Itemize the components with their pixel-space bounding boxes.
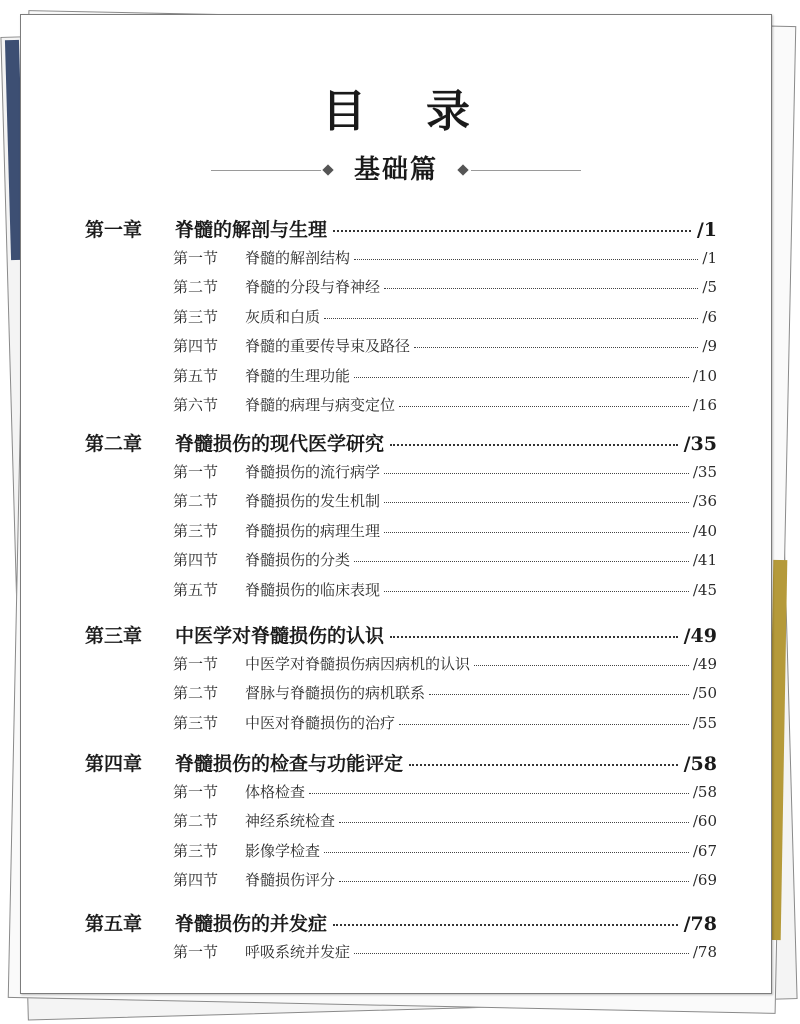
section-title: 脊髓的病理与病变定位 (245, 396, 396, 414)
section-number: 第一节 (173, 943, 219, 961)
section-title: 脊髓损伤的病理生理 (245, 521, 381, 540)
section-number: 第二节 (173, 278, 219, 297)
toc-section-row[interactable] (173, 461, 717, 483)
section-page: /58 (692, 783, 717, 801)
section-number: 第四节 (173, 551, 219, 570)
toc-section-row[interactable] (173, 306, 717, 328)
section-page: /69 (692, 871, 717, 890)
toc-chapter-row[interactable] (85, 749, 717, 777)
section-title: 呼吸系统并发症 (245, 943, 351, 961)
toc-section-row[interactable] (173, 869, 717, 891)
chapter-number: 第四章 (85, 753, 143, 775)
section-page: /5 (702, 278, 717, 297)
dot-leader (429, 694, 689, 695)
section-page: /9 (702, 337, 717, 356)
dot-leader (390, 444, 678, 446)
section-page: /40 (692, 521, 717, 540)
section-title: 体格检查 (245, 783, 306, 801)
chapter-page: /35 (683, 433, 717, 455)
section-title: 脊髓损伤评分 (245, 871, 336, 890)
section-title: 中医对脊髓损伤的治疗 (245, 713, 396, 732)
section-page: /45 (692, 580, 717, 599)
toc-section-row[interactable] (173, 810, 717, 832)
section-page: /36 (692, 492, 717, 511)
toc-section-row[interactable] (173, 653, 717, 675)
toc-section-row[interactable] (173, 840, 717, 862)
section-page: /1 (702, 249, 717, 267)
toc-section-row[interactable] (173, 579, 717, 601)
section-title: 脊髓损伤的流行病学 (245, 463, 381, 481)
toc-section-row[interactable] (173, 335, 717, 357)
dot-leader (339, 822, 689, 823)
dot-leader (354, 259, 698, 260)
section-page: /6 (702, 307, 717, 326)
title-char-2: 录 (426, 86, 470, 137)
dot-leader (414, 347, 698, 348)
dot-leader (309, 793, 689, 794)
section-number: 第二节 (173, 492, 219, 511)
section-number: 第三节 (173, 713, 219, 732)
chapter-title: 脊髓损伤的现代医学研究 (175, 433, 385, 455)
dot-leader (354, 953, 689, 954)
dot-leader (384, 502, 689, 503)
chapter-title: 脊髓损伤的并发症 (175, 913, 328, 935)
toc-page (20, 14, 772, 994)
dot-leader (354, 377, 689, 378)
diamond-right-icon (457, 164, 468, 175)
section-title: 灰质和白质 (245, 307, 321, 326)
section-number: 第六节 (173, 396, 219, 414)
section-number: 第二节 (173, 684, 219, 703)
section-page: /16 (692, 396, 717, 414)
section-page: /55 (692, 713, 717, 732)
toc-section-row[interactable] (173, 520, 717, 542)
chapter-page: /78 (683, 913, 717, 935)
chapter-page: /1 (696, 219, 717, 241)
section-page: /78 (692, 943, 717, 961)
toc-section-row[interactable] (173, 365, 717, 387)
section-title: 神经系统检查 (245, 812, 336, 831)
chapter-number: 第三章 (85, 625, 143, 647)
section-number: 第三节 (173, 521, 219, 540)
dot-leader (333, 230, 691, 232)
dot-leader (399, 406, 689, 407)
section-number: 第一节 (173, 783, 219, 801)
toc-section-row[interactable] (173, 549, 717, 571)
toc-chapter-row[interactable] (85, 429, 717, 457)
toc-section-row[interactable] (173, 781, 717, 803)
section-page: /67 (692, 841, 717, 860)
section-title: 脊髓损伤的发生机制 (245, 492, 381, 511)
dot-leader (354, 561, 689, 562)
chapter-title: 脊髓的解剖与生理 (175, 219, 328, 241)
chapter-number: 第二章 (85, 433, 143, 455)
divider-right (471, 170, 581, 171)
chapter-page: /49 (683, 625, 717, 647)
dot-leader (333, 924, 678, 926)
section-title: 脊髓损伤的分类 (245, 551, 351, 570)
page-title (21, 75, 771, 139)
section-page: /10 (692, 366, 717, 385)
dot-leader (384, 473, 689, 474)
section-page: /35 (692, 463, 717, 481)
section-title: 中医学对脊髓损伤病因病机的认识 (245, 655, 471, 673)
section-number: 第一节 (173, 655, 219, 673)
toc-chapter-row[interactable] (85, 909, 717, 937)
toc-chapter-row[interactable] (85, 215, 717, 243)
dot-leader (399, 724, 689, 725)
chapter-title: 中医学对脊髓损伤的认识 (175, 625, 385, 647)
section-number: 第四节 (173, 871, 219, 890)
section-page: /49 (692, 655, 717, 673)
toc-section-row[interactable] (173, 247, 717, 269)
dot-leader (384, 591, 689, 592)
chapter-title: 脊髓损伤的检查与功能评定 (175, 753, 404, 775)
section-number: 第五节 (173, 366, 219, 385)
dot-leader (390, 636, 678, 638)
section-page: /41 (692, 551, 717, 570)
toc-section-row[interactable] (173, 394, 717, 416)
chapter-number: 第一章 (85, 219, 143, 241)
section-page: /60 (692, 812, 717, 831)
dot-leader (409, 764, 678, 766)
toc-chapter-row[interactable] (85, 621, 717, 649)
divider-left (211, 170, 321, 171)
dot-leader (474, 665, 689, 666)
section-number: 第二节 (173, 812, 219, 831)
chapter-number: 第五章 (85, 913, 143, 935)
toc-section-row[interactable] (173, 712, 717, 734)
toc-section-row[interactable] (173, 682, 717, 704)
dot-leader (339, 881, 689, 882)
section-title: 脊髓的重要传导束及路径 (245, 337, 411, 356)
section-page: /50 (692, 684, 717, 703)
section-number: 第一节 (173, 249, 219, 267)
section-title: 影像学检查 (245, 841, 321, 860)
dot-leader (324, 318, 698, 319)
toc-section-row[interactable] (173, 276, 717, 298)
chapter-page: /58 (683, 753, 717, 775)
diamond-left-icon (322, 164, 333, 175)
toc-section-row[interactable] (173, 941, 717, 963)
toc-section-row[interactable] (173, 490, 717, 512)
section-label: 基础篇 (353, 155, 438, 185)
section-title: 脊髓的解剖结构 (245, 249, 351, 267)
dot-leader (384, 532, 689, 533)
section-title: 督脉与脊髓损伤的病机联系 (245, 684, 426, 703)
dot-leader (384, 288, 698, 289)
title-char-1: 目 (322, 86, 366, 137)
dot-leader (324, 852, 689, 853)
section-number: 第三节 (173, 307, 219, 326)
section-title: 脊髓的生理功能 (245, 366, 351, 385)
section-number: 第五节 (173, 580, 219, 599)
section-title: 脊髓的分段与脊神经 (245, 278, 381, 297)
section-number: 第一节 (173, 463, 219, 481)
section-header (21, 155, 771, 185)
section-title: 脊髓损伤的临床表现 (245, 580, 381, 599)
section-number: 第四节 (173, 337, 219, 356)
section-number: 第三节 (173, 841, 219, 860)
